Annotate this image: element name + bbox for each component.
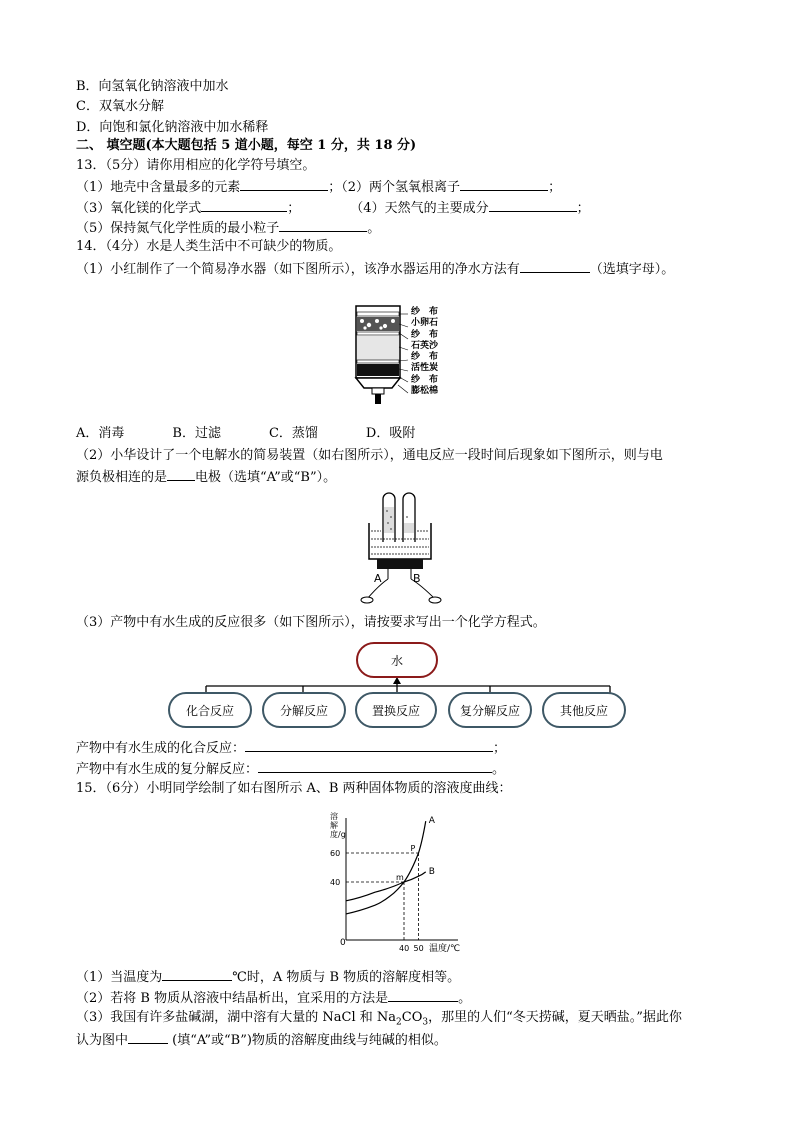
subscript: 3 <box>422 1017 429 1028</box>
q13-item5: （5）保持氮气化学性质的最小粒子 <box>76 221 280 236</box>
y-tick-label: 60 <box>330 849 341 858</box>
double-line <box>76 759 505 779</box>
blank[interactable] <box>240 177 328 191</box>
q14-part1 <box>76 259 674 279</box>
combo-line <box>76 738 506 758</box>
blank[interactable] <box>258 759 492 773</box>
double-label: 产物中有水生成的复分解反应： <box>76 762 259 777</box>
blank[interactable] <box>167 467 195 481</box>
q13-row3 <box>76 218 380 238</box>
q14-options <box>76 425 463 443</box>
series-label-a: A <box>428 816 435 827</box>
filter-label: 纱 布 <box>411 352 439 363</box>
x-tick-label: 50 <box>413 944 424 953</box>
tree-node-decomposition: 分解反应 <box>262 692 346 728</box>
option-c2[interactable]: C．蒸馏 <box>268 426 318 441</box>
chart-xlabel: 温度/℃ <box>429 944 461 954</box>
filter-labels <box>411 307 438 397</box>
series-a-curve <box>346 821 426 914</box>
tree-node-displacement: 置换反应 <box>355 692 437 728</box>
blank[interactable] <box>460 177 548 191</box>
option-d: D．向饱和氯化钠溶液中加水稀释 <box>76 120 269 135</box>
option-c: C．双氧水分解 <box>76 99 164 114</box>
q15-part2 <box>76 988 471 1008</box>
period: 。 <box>458 991 472 1006</box>
q14-part1-text: （1）小红制作了一个简易净水器（如下图所示），该净水器运用的净水方法有 <box>76 262 520 277</box>
chart-origin: 0 <box>340 938 346 948</box>
tree-node-combination: 化合反应 <box>168 692 252 728</box>
blank[interactable] <box>279 218 367 232</box>
blank[interactable] <box>162 967 232 981</box>
series-label-b: B <box>428 866 435 877</box>
q13-item1: （1）地壳中含量最多的元素 <box>76 180 241 195</box>
q13-row2 <box>76 198 590 218</box>
q15-part2-pre: （2）若将 B 物质从溶液中结晶析出，宜采用的方法是 <box>76 991 389 1006</box>
q13-row1 <box>76 177 561 197</box>
filter-label: 小卵石 <box>411 318 439 329</box>
q15-part1 <box>76 967 460 987</box>
option-b: B．向氢氧化钠溶液中加水 <box>76 79 229 94</box>
electrode-label-b: B <box>413 572 421 585</box>
tree-node-other: 其他反应 <box>542 692 626 728</box>
semicolon: ； <box>548 180 562 195</box>
q14-part3: （3）产物中有水生成的反应很多（如下图所示），请按要求写出一个化学方程式。 <box>76 615 546 630</box>
semicolon: ； <box>287 201 301 216</box>
tree-root-water: 水 <box>356 642 438 678</box>
period: 。 <box>492 762 506 777</box>
semicolon: ； <box>576 201 590 216</box>
filter-label: 膨松棉 <box>411 386 439 397</box>
question-15: 15．（6分）小明同学绘制了如右图所示 A、B 两种固体物质的溶液度曲线： <box>76 781 512 796</box>
electrolysis-figure <box>355 487 445 607</box>
series-b-curve <box>346 872 426 901</box>
q14-part2: （2）小华设计了一个电解水的简易装置（如右图所示），通电反应一段时间后现象如下图所示，则与电 <box>76 448 663 463</box>
q13-item3: （3）氧化镁的化学式 <box>76 201 202 216</box>
subscript: 2 <box>396 1017 402 1028</box>
blank[interactable] <box>128 1030 168 1044</box>
blank[interactable] <box>201 198 287 212</box>
filter-label: 活性炭 <box>411 363 439 374</box>
chart-ylabel: 溶解度/g <box>330 812 346 839</box>
blank[interactable] <box>489 198 577 212</box>
option-b2[interactable]: B．过滤 <box>172 426 221 441</box>
q15-part1-post: ℃时，A 物质与 B 物质的溶解度相等。 <box>232 970 461 985</box>
q15-part4 <box>76 1030 447 1050</box>
q14-part2b-pre: 源负极相连的是 <box>76 470 168 485</box>
point-label-m: m <box>396 873 404 882</box>
filter-label: 石英沙 <box>411 340 439 351</box>
section-heading: 二、 填空题(本大题包括 5 道小题，每空 1 分，共 18 分) <box>76 138 417 153</box>
filter-label: 纱 布 <box>411 374 439 385</box>
filter-label: 纱 布 <box>411 329 439 340</box>
point-label-P: P <box>410 844 416 853</box>
option-d2[interactable]: D．吸附 <box>365 426 416 441</box>
x-tick-label: 40 <box>399 944 410 953</box>
q15-part3-c: ，那里的人们“冬天捞碱，夏天晒盐。”据此你 <box>428 1010 682 1025</box>
option-a[interactable]: A．消毒 <box>76 426 125 441</box>
q15-part4-post: (填“A”或“B”)物质的溶解度曲线与纯碱的相似。 <box>168 1033 447 1048</box>
q14-part1-suffix: （选填字母）。 <box>589 262 675 277</box>
blank[interactable] <box>388 988 458 1002</box>
y-tick-label: 40 <box>330 878 341 887</box>
semicolon: ； <box>493 741 507 756</box>
q14-part2b <box>76 467 336 487</box>
filter-label: 纱 布 <box>411 307 439 317</box>
blank[interactable] <box>520 259 590 273</box>
q14-part2b-post: 电极（选填“A”或“B”）。 <box>195 470 337 485</box>
question-14: 14．（4分）水是人类生活中不可缺少的物质。 <box>76 239 342 254</box>
blank[interactable] <box>245 738 493 752</box>
solubility-chart <box>328 812 468 958</box>
tree-node-double-decomposition: 复分解反应 <box>448 692 532 728</box>
q13-item4: （4）天然气的主要成分 <box>350 201 489 216</box>
q15-part3-a: （3）我国有许多盐碱湖，湖中溶有大量的 NaCl 和 Na <box>76 1010 397 1025</box>
q15-part3-b: CO <box>401 1010 423 1025</box>
electrode-label-a: A <box>374 572 382 585</box>
q15-part4-pre: 认为图中 <box>76 1033 129 1048</box>
q15-part1-pre: （1）当温度为 <box>76 970 163 985</box>
q13-item2: ；（2）两个氢氧根离子 <box>328 180 461 195</box>
question-13: 13．（5分）请你用相应的化学符号填空。 <box>76 158 316 173</box>
period: 。 <box>367 221 381 236</box>
q15-part3 <box>76 1009 682 1032</box>
combo-label: 产物中有水生成的化合反应： <box>76 741 246 756</box>
